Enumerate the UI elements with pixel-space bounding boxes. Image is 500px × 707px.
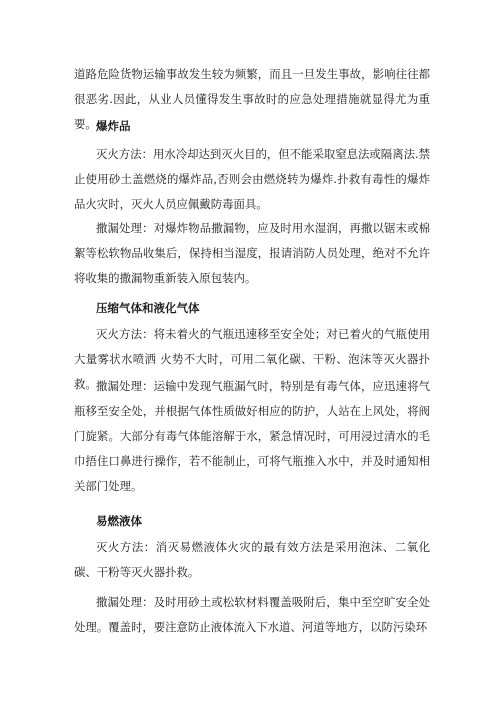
gas-fire-method: 灭火方法：将未着火的气瓶迅速移至安全处；对已着火的气瓶使用大量雾状水喷洒 火势不大时，可用二氧化碳、干粉、泡沫等灭火器扑救。 [74,327,430,391]
explosives-fire-method: 灭火方法：用水冷却达到灭火目的，但不能采取窒息法或隔离法.禁止使用砂土盖燃烧的爆炸品,否则会由燃烧转为爆炸.扑救有毒性的爆炸品火灾时，灭火人员应佩戴防毒面具。 [74,147,430,211]
gas-spill-handling: 撒漏处理：运输中发现气瓶漏气时，特别是有毒气体，应迅速将气瓶移至安全处，并根据气体性质做好相应的防护，人站在上风处，将阀门旋紧。大部分有毒气体能溶解于水，紧急情况时，可用浸过清水的毛巾捂住口鼻进行操作，若不能制止，可将气瓶推入水中，并及时通知相关部门处理。 [74,379,430,493]
section-title-explosives: 爆炸品 [96,119,131,133]
liquids-spill-handling: 撒漏处理：及时用砂土或松软材料覆盖吸附后，集中至空旷安全处处理。覆盖时，要注意防止液体流入下水道、河道等地方，以防污染环 [74,595,430,634]
intro-paragraph: 道路危险货物运输事故发生较为频繁，而且一旦发生事故，影响往往都很恶劣.因此，从业人员懂得发生事故时的应急处理措施就显得尤为重要。 [74,67,430,131]
section-title-flammable-liquids: 易燃液体 [96,514,142,528]
section-title-compressed-gas: 压缩气体和液化气体 [96,301,200,315]
liquids-fire-method: 灭火方法：消灭易燃液体火灾的最有效方法是采用泡沫、二氧化碳、干粉等灭火器扑救。 [74,540,430,579]
explosives-spill-handling: 撒漏处理：对爆炸物品撒漏物，应及时用水湿润，再撒以锯末或棉絮等松软物品收集后，保持相当湿度，报请消防人员处理，绝对不允许将收集的撒漏物重新装入原包装内。 [74,221,430,285]
